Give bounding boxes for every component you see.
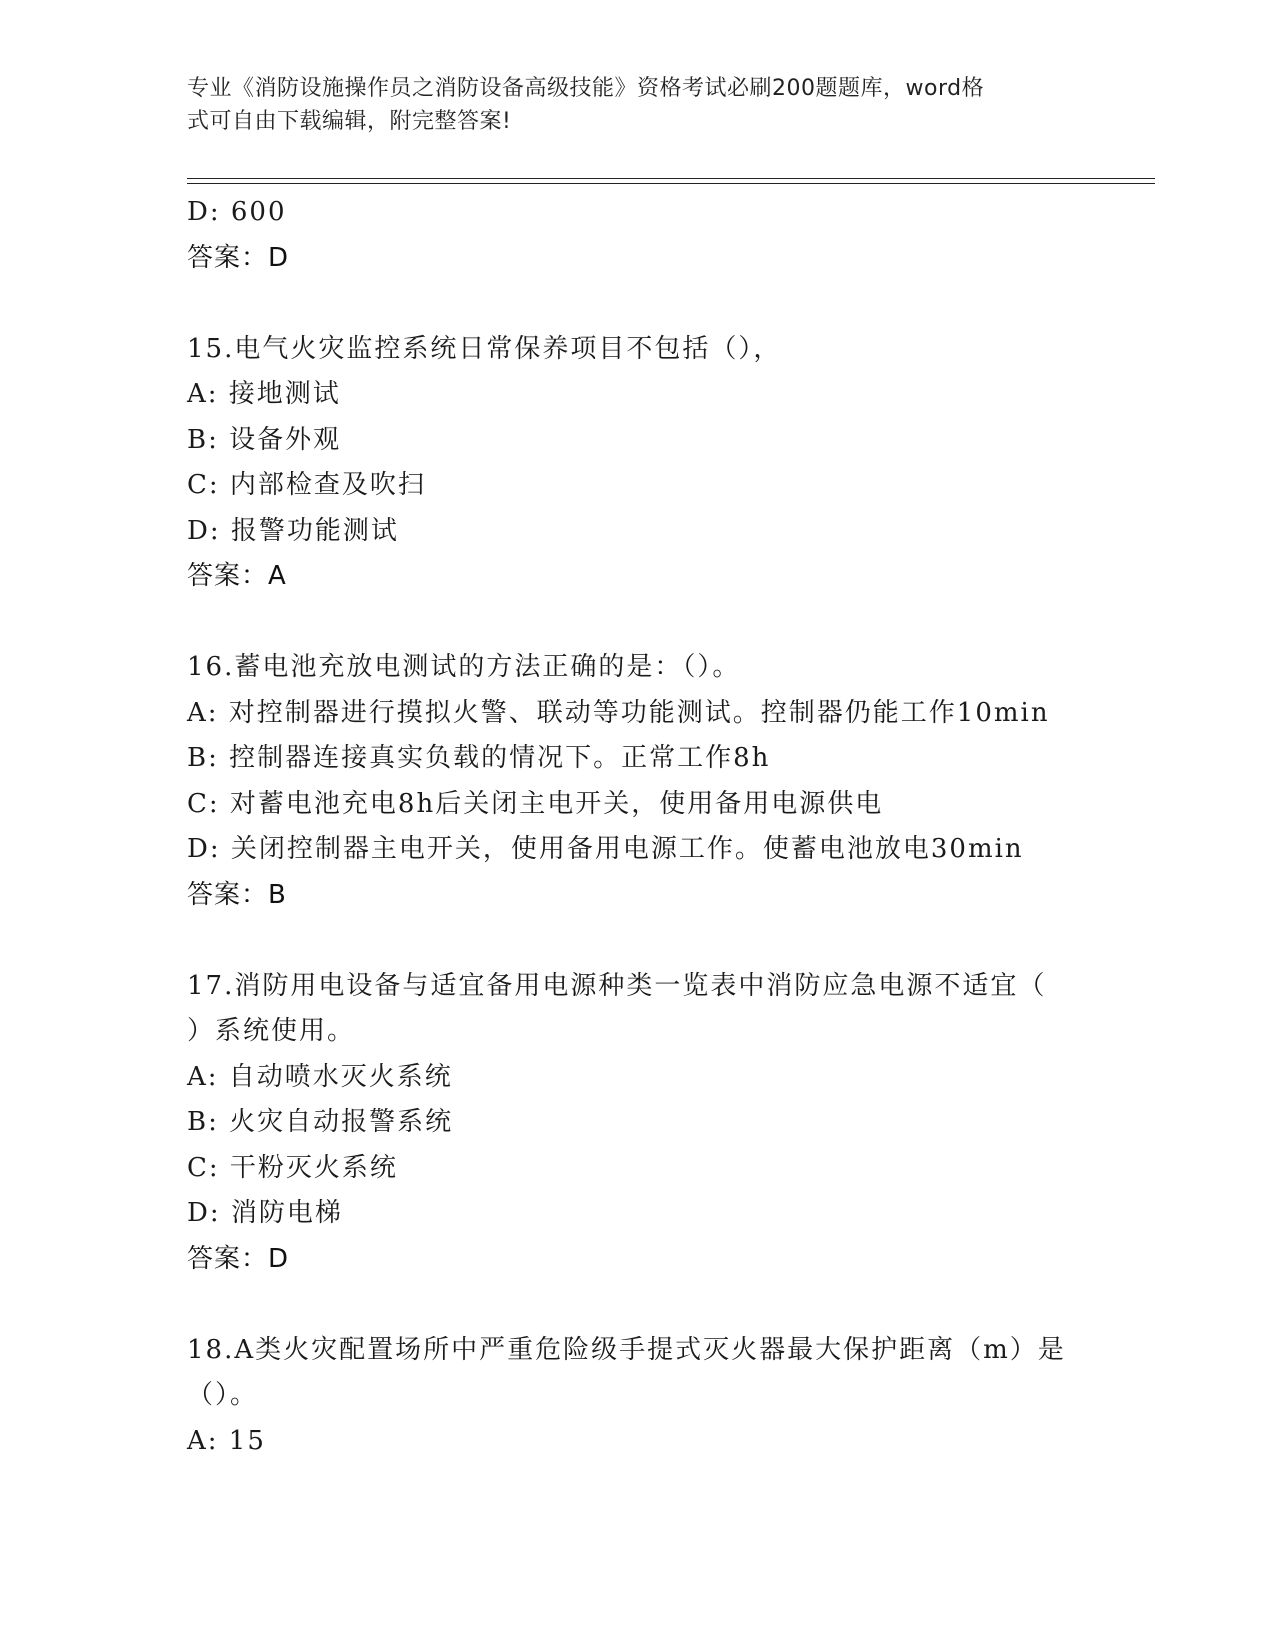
header-line-1: 专业《消防设施操作员之消防设备高级技能》资格考试必刷200题题库，word格 bbox=[187, 76, 985, 101]
header-divider-bottom bbox=[187, 183, 1155, 184]
question-17 bbox=[187, 964, 1147, 1283]
header-line-2: 式可自由下载编辑，附完整答案! bbox=[187, 109, 512, 134]
option-c: C: 干粉灭火系统 bbox=[187, 1152, 398, 1183]
option-c: C: 内部检查及吹扫 bbox=[187, 470, 426, 500]
answer: 答案：D bbox=[187, 1243, 290, 1274]
question-18 bbox=[187, 1328, 1147, 1465]
option-a: A: 对控制器进行摸拟火警、联动等功能测试。控制器仍能工作10min bbox=[187, 697, 1050, 728]
question-content bbox=[187, 190, 1147, 1464]
question-16 bbox=[187, 645, 1147, 918]
previous-question-tail bbox=[187, 190, 1147, 281]
question-stem-line-2: （）。 bbox=[187, 1380, 259, 1410]
answer: 答案：B bbox=[187, 879, 287, 910]
option-a: A: 15 bbox=[187, 1425, 266, 1456]
spacer bbox=[187, 281, 1147, 327]
question-stem: 15.电气火灾监控系统日常保养项目不包括（）， bbox=[187, 333, 782, 364]
option-d: D: 600 bbox=[187, 197, 287, 227]
option-d: D: 关闭控制器主电开关，使用备用电源工作。使蓄电池放电30min bbox=[187, 834, 1024, 864]
document-header bbox=[187, 72, 1067, 138]
question-stem: 16.蓄电池充放电测试的方法正确的是：（）。 bbox=[187, 652, 741, 682]
header-divider-top bbox=[187, 178, 1155, 179]
spacer bbox=[187, 600, 1147, 646]
option-b: B: 设备外观 bbox=[187, 424, 342, 455]
question-stem-line-1: 17.消防用电设备与适宜备用电源种类一览表中消防应急电源不适宜（ bbox=[187, 970, 1047, 1001]
spacer bbox=[187, 1282, 1147, 1328]
option-c: C: 对蓄电池充电8h后关闭主电开关，使用备用电源供电 bbox=[187, 788, 884, 819]
question-stem-line-2: ）系统使用。 bbox=[187, 1016, 356, 1046]
question-stem-line-1: 18.A类火灾配置场所中严重危险级手提式灭火器最大保护距离（m）是 bbox=[187, 1334, 1066, 1365]
option-d: D: 报警功能测试 bbox=[187, 515, 399, 546]
answer: 答案：D bbox=[187, 242, 290, 273]
option-b: B: 控制器连接真实负载的情况下。正常工作8h bbox=[187, 743, 771, 773]
option-a: A: 自动喷水灭火系统 bbox=[187, 1061, 453, 1092]
option-d: D: 消防电梯 bbox=[187, 1198, 343, 1228]
option-a: A: 接地测试 bbox=[187, 379, 341, 409]
answer: 答案：A bbox=[187, 561, 287, 591]
spacer bbox=[187, 918, 1147, 964]
option-b: B: 火灾自动报警系统 bbox=[187, 1107, 454, 1137]
question-15 bbox=[187, 327, 1147, 600]
